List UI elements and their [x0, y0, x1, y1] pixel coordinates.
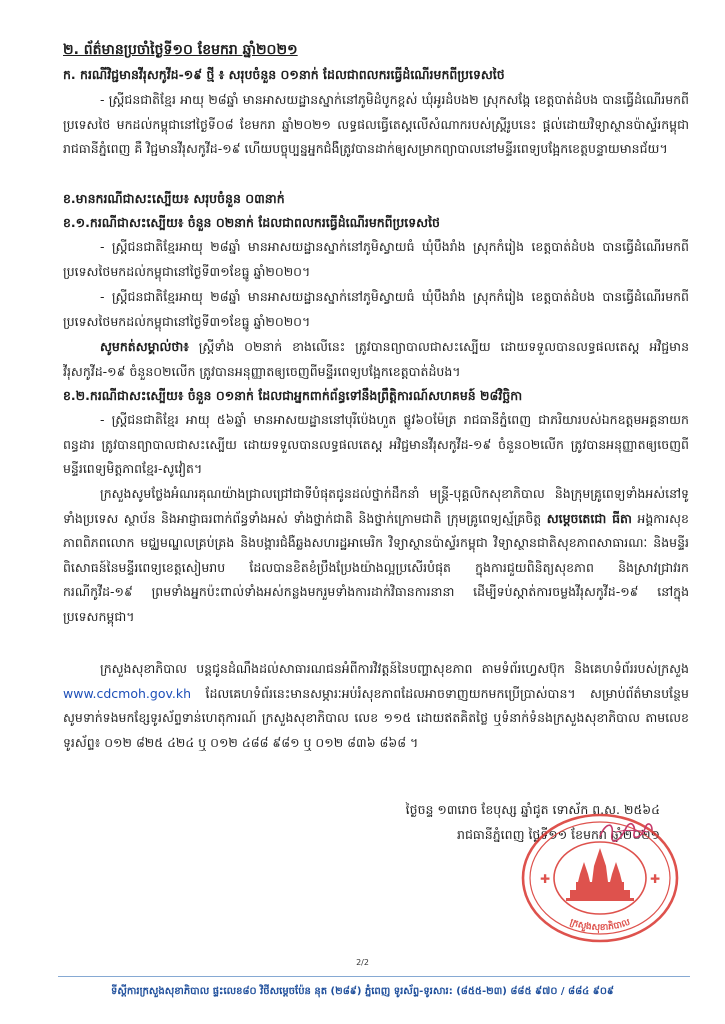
left-cross-icon: ✚: [540, 872, 551, 886]
website-link[interactable]: www.cdcmoh.gov.kh: [63, 685, 192, 701]
new-case-description: - ស្ត្រីជនជាតិខ្មែរ អាយុ ២៨ឆ្នាំ មានអាសយដ្ឋានស្នាក់នៅភូមិដំបូកខ្ពស់ ឃុំអូរដំបង២ ស្រុកសង្កែ ខេត្តបាត់ដំបង បានធ្វើដំណើរមកពីប្រទេសថៃ មកដល់កម្ពុជានៅថ្ងៃទី០៨ ខែមករា ឆ្នាំ២០២១ លទ្ធផលធ្វើតេស្តលើសំណាករបស់ស្ត្រីរូបនេះ ផ្តល់ដោយវិទ្យាស្ថានប៉ាស្ទ័រកម្ពុជា រាជធានីភ្នំពេញ គឺ វិជ្ជមានវីរុសកូវីដ-១៩ ហើយបច្ចុប្បន្នអ្នកជំងឺត្រូវបានដាក់ឲ្យសម្រាកព្យាបាលនៅមន្ទីរពេទ្យបង្អែកខេត្តបន្ទាយមានជ័យ។: [63, 92, 689, 157]
signature: [596, 816, 656, 846]
recovered-b1-case-2: - ស្ត្រីជនជាតិខ្មែរអាយុ ២៨ឆ្នាំ មានអាសយដ្ឋានស្នាក់នៅភូមិស្វាយធំ ឃុំបឹងរាំង ស្រុកកំរៀង ខេត្តបាត់ដំបង បានធ្វើដំណើរមកពីប្រទេសថៃមកដល់កម្ពុជានៅថ្ងៃទី៣១ខែធ្នូ ឆ្នាំ២០២០។: [63, 289, 689, 329]
footer-address: ទីស្តីការក្រសួងសុខាភិបាល ផ្ទះលេខ៨០ វិថីសម្តេចប៉ែន នុត (២៨៩) ភ្នំពេញ ទូរស័ព្ទ-ទូរសារ: (៨៥៥-២៣) ៨៨៥ ៩៧០ / ៨៨៤ ៩០៩: [111, 986, 614, 997]
note-text: ស្ត្រីទាំង ០២នាក់ ខាងលើនេះ ត្រូវបានព្យាបាលជាសះស្បើយ ដោយទទួលបានលទ្ធផលតេស្ត អវិជ្ជមានវីរុសកូវីដ-១៩ ចំនួន០២លើក ត្រូវបានអនុញ្ញាតឲ្យចេញពីមន្ទីរពេទ្យបង្អែកខេត្តបាត់ដំបង។: [63, 339, 689, 379]
footer-divider: [58, 976, 690, 977]
seal-text: ក្រសួងសុខាភិបាល: [568, 917, 632, 934]
recovered-b1-title: ខ.១.ករណីជាសះស្បើយ៖ ចំនួន ០២នាក់ ដែលជាពលករធ្វើដំណើរមកពីប្រទេសថៃ: [63, 215, 440, 230]
recovered-b2-case: - ស្ត្រីជនជាតិខ្មែរ អាយុ ៥៦ឆ្នាំ មានអាសយដ្ឋាននៅបុរីប៉េងហួត ផ្លូវ៦០ម៉ែត្រ រាជធានីភ្នំពេញ ជាភរិយារបស់ឯកឧត្តមអគ្គនាយកពន្ធដារ ត្រូវបានព្យាបាលជាសះស្បើយ ដោយទទួលបានលទ្ធផលតេស្ត អវិជ្ជមានវីរុសកូវីដ-១៩ ចំនួន០២លើក ត្រូវបានអនុញ្ញាតឲ្យចេញពីមន្ទីរពេទ្យមិត្តភាពខ្មែរ-សូវៀត។: [63, 412, 689, 477]
right-cross-icon: ✚: [650, 872, 661, 886]
lunar-date: ថ្ងៃចន្ទ ១៣រោច ខែបុស្ស ឆ្នាំជូត ទោស័ក ព.ស. ២៥៦៤: [405, 802, 660, 817]
recovered-total-title: ខ.មានករណីជាសះស្បើយ៖ សរុបចំនួន ០៣នាក់: [63, 191, 285, 206]
angkor-temple-icon: [566, 848, 634, 901]
section-heading: ២. ព័ត៌មានប្រចាំថ្ងៃទី១០ ខែមករា ឆ្នាំ២០២១: [63, 42, 298, 58]
recovered-b2-title: ខ.២.ករណីជាសះស្បើយ៖ ចំនួន ០១នាក់ ដែលជាអ្នកពាក់ព័ន្ធទៅនឹងព្រឹត្តិការណ៍សហគមន៍ ២៨វិច្ឆិកា: [63, 388, 523, 403]
info-text-after: ដែលគេហទំព័រនេះមានសម្ភារៈអប់រំសុខភាពដែលអាចទាញយកមកប្រើប្រាស់បាន។ សម្រាប់ព័ត៌មានបន្ថែម សូមទាក់ទងមកខ្សែទូរស័ព្ទទាន់ហេតុការណ៍ ក្រសួងសុខាភិបាល លេខ ១១៥ ដោយឥតគិតថ្លៃ ឬទំនាក់ទំនងក្រសួងសុខាភិបាល តាមលេខទូរស័ព្ទ៖ ០១២ ៨២៥ ៤២៤ ឬ ០១២ ៤៨៨ ៩៨១ ឬ ០១២ ៨៣៦ ៨៦៨ ។: [63, 685, 689, 750]
thanks-text-before: ក្រសួងសូមថ្លែងអំណរគុណយ៉ាងជ្រាលជ្រៅជាទីបំផុតជូនដល់ថ្នាក់ដឹកនាំ មន្ត្រី-បុគ្គលិកសុខាភិបាល និងក្រុមគ្រូពេទ្យទាំងអស់នៅទូទាំងប្រទេស ស្ថាប័ន និងអាជ្ញាធរពាក់ព័ន្ធទាំងអស់ ទាំងថ្នាក់ជាតិ និងថ្នាក់ក្រោមជាតិ ក្រុមគ្រូពេទ្យស្ម័គ្រចិត្ត: [63, 486, 689, 526]
recovered-b1-case-1: - ស្ត្រីជនជាតិខ្មែរអាយុ ២៨ឆ្នាំ មានអាសយដ្ឋានស្នាក់នៅភូមិស្វាយធំ ឃុំបឹងរាំង ស្រុកកំរៀង ខេត្តបាត់ដំបង បានធ្វើដំណើរមកពីប្រទេសថៃមកដល់កម្ពុជានៅថ្ងៃទី៣១ខែធ្នូ ឆ្នាំ២០២០។: [63, 239, 689, 279]
page-number: 2/2: [356, 958, 369, 967]
info-paragraph: [63, 657, 689, 781]
info-text-before: ក្រសួងសុខាភិបាល បន្តជូនដំណឹងដល់សាធារណជនអំពីការវិវត្តន៍នៃបញ្ហាសុខភាព តាមទំព័រហ្វេសប៊ុក និងគេហទំព័ររបស់ក្រសួង: [100, 661, 689, 676]
recovered-b1-note: [63, 335, 689, 385]
new-case-title: ក. ករណីវិជ្ជមានវីរុសកូវីដ-១៩ ថ្មី ៖ សរុបចំនួន ០១នាក់ ដែលជាពលករធ្វើដំណើរមកពីប្រទេសថៃ: [63, 67, 505, 82]
thanks-paragraph: [63, 482, 689, 656]
thanks-text-after: អង្គការសុខភាពពិភពលោក មជ្ឈមណ្ឌលគ្រប់គ្រង និងបង្ការជំងឺឆ្លងសហរដ្ឋអាមេរិក វិទ្យាស្ថានប៉ាស្ទ័រកម្ពុជា វិទ្យាស្ថានជាតិសុខភាពសាធារណៈ និងមន្ទីរពិសោធន៍នៃមន្ទីរពេទ្យខេត្តសៀមរាប ដែលបានខិតខំប្រឹងប្រែងយ៉ាងល្អប្រសើរបំផុត ក្នុងការជួយពិនិត្យសុខភាព និងស្រាវជ្រាវរកករណីកូវីដ-១៩ ព្រមទាំងអ្នកប៉ះពាល់ទាំងអស់កន្លងមករួមទាំងការដាក់វិធានការនានា ដើម្បីទប់ស្កាត់ការចម្លងវីរុសកូវីដ-១៩ នៅក្នុងប្រទេសកម្ពុជា។: [63, 510, 689, 624]
note-label: សូមកត់សម្គាល់ថា៖: [100, 339, 189, 354]
thanks-highlight: សម្តេចតេជោ ធីតា: [546, 510, 632, 526]
solar-date: រាជធានីភ្នំពេញ ថ្ងៃទី១១ ខែមករា ឆ្នាំ២០២១: [457, 827, 660, 842]
